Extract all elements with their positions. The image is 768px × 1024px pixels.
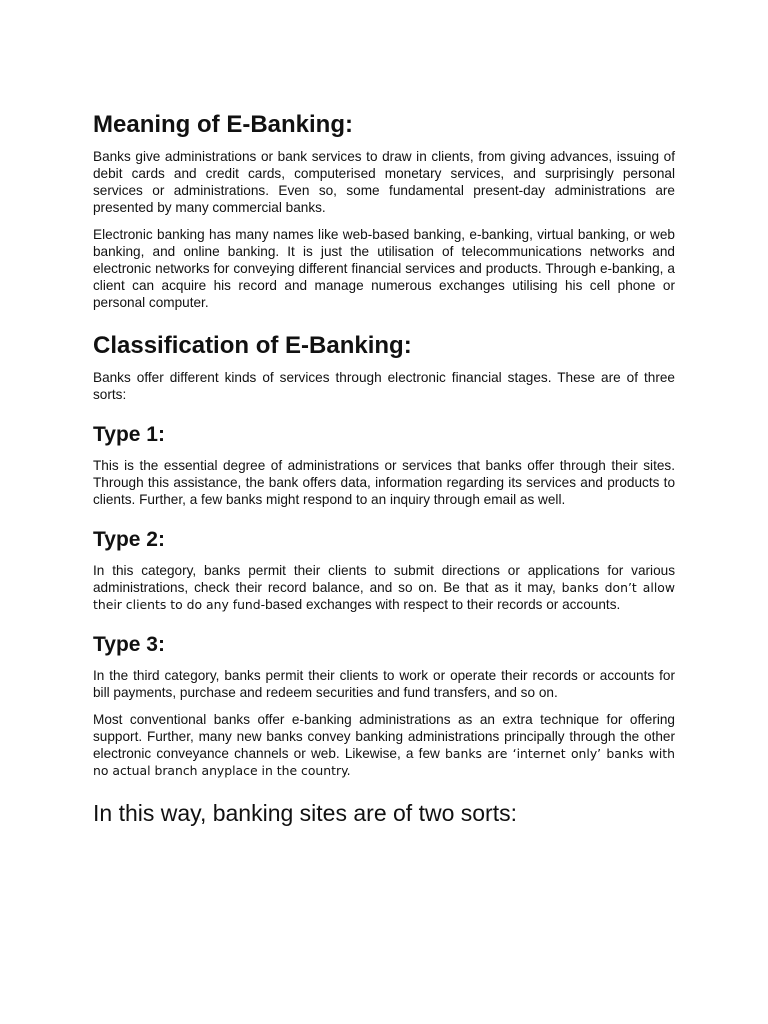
heading-meaning: Meaning of E-Banking: [93, 111, 353, 138]
heading-classification: Classification of E-Banking: [93, 332, 412, 359]
type-2-text-a: In this category, banks permit their clients to submit directions or applications for various administrations, check their record balance, and so on. Be that as it may, [93, 563, 675, 595]
type-3-extra-b: banks are ‘internet only’ banks with no actual branch anyplace in the country. [93, 746, 676, 778]
heading-type-3: Type 3: [93, 633, 165, 656]
paragraph-meaning-2: Electronic banking has many names like web-based banking, e-banking, virtual banking, or web banking, and online banking. It is just the utilisation of telecommunications networks and electronic networks for conveying different financial services and products. Through e-banking, a client can acquire his record and manage numerous exchanges utilising his cell phone or personal computer. [93, 227, 675, 310]
paragraph-type-1: This is the essential degree of administrations or services that banks offer through their sites. Through this assistance, the bank offers data, information regarding its services and products to clients. Further, a few banks might respond to an inquiry through email as well. [93, 458, 675, 507]
type-2-text-c: based exchanges with respect to their records or accounts. [265, 597, 621, 612]
paragraph-type-2 [93, 562, 675, 613]
paragraph-type-3: In the third category, banks permit their clients to work or operate their records or accounts for bill payments, purchase and redeem securities and fund transfers, and so on. [93, 668, 675, 700]
closing-heading: In this way, banking sites are of two sorts: [93, 800, 517, 826]
heading-type-2: Type 2: [93, 528, 165, 551]
paragraph-type-3-extra [93, 711, 675, 779]
paragraph-meaning-1: Banks give administrations or bank services to draw in clients, from giving advances, issuing of debit cards and credit cards, computerised monetary services, and surprisingly personal services or administrations. Even so, some fundamental present-day administrations are presented by many commercial banks. [93, 149, 675, 215]
type-3-extra-a: Most conventional banks offer e-banking administrations as an extra technique for offering support. Further, many new banks convey banking administrations principally through the other electronic conveyance channels or web. Likewise, a few [93, 712, 675, 761]
type-2-text-b: banks don’t allow their clients to do any fund- [93, 580, 675, 612]
paragraph-classification-intro: Banks offer different kinds of services through electronic financial stages. These are of three sorts: [93, 370, 675, 402]
heading-type-1: Type 1: [93, 423, 165, 446]
document-content [93, 110, 675, 827]
